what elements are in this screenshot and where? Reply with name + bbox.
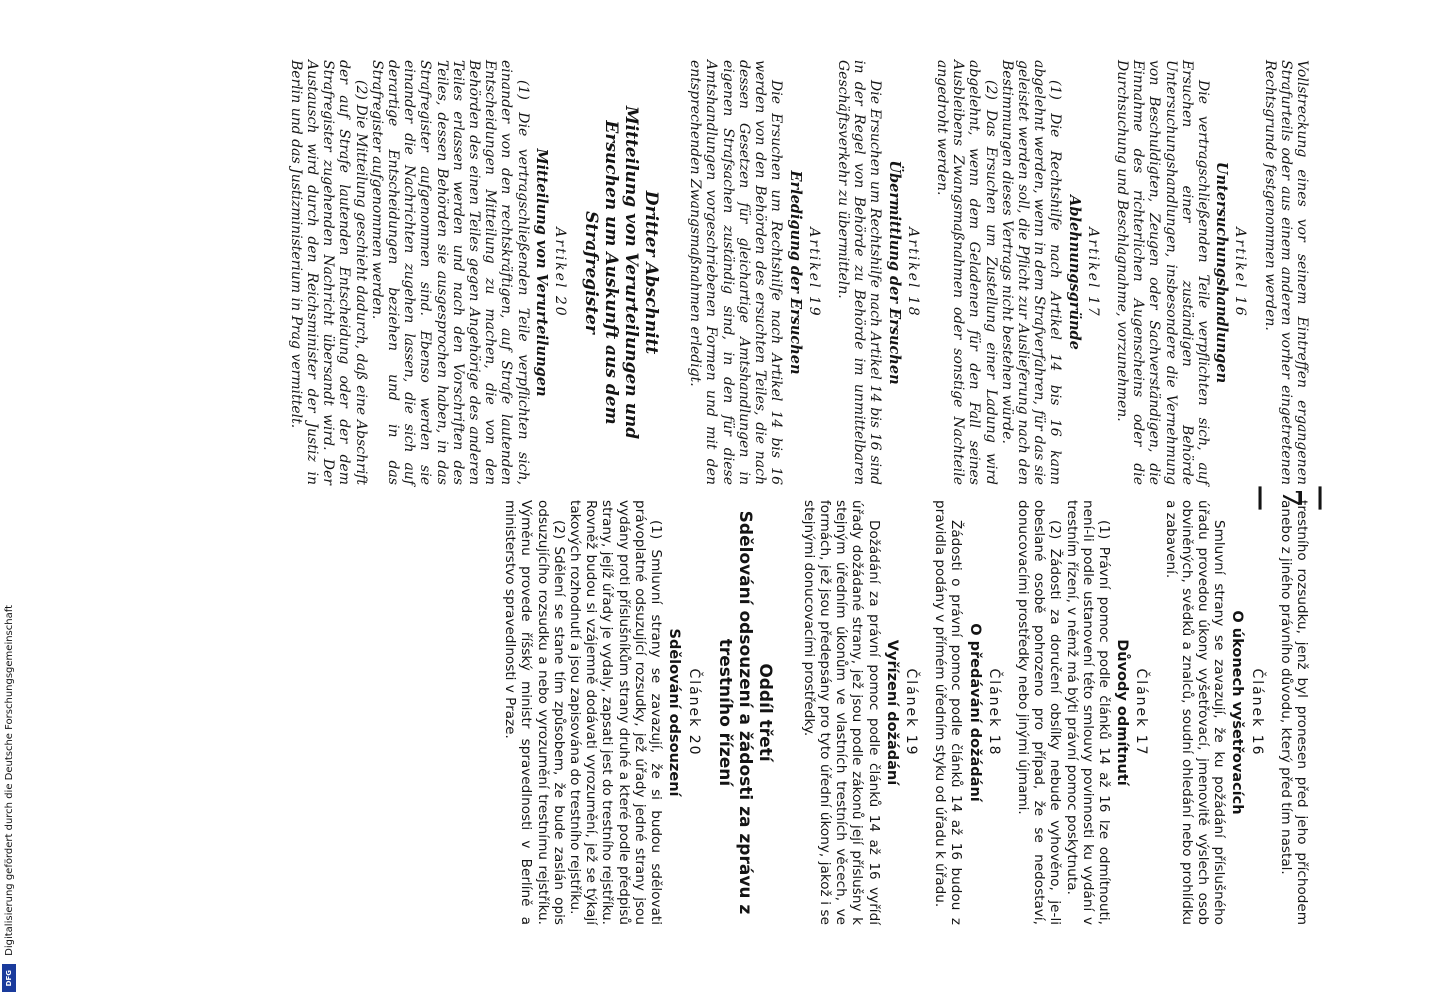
german-part-title: Dritter Abschnitt: [641, 190, 662, 355]
german-article-20-label: Artikel 20: [552, 227, 569, 318]
digitization-footer: [0, 376, 24, 996]
czech-article-18-label: Článek 18: [985, 668, 1002, 757]
czech-article-16-text: Smluvní strany se zavazují, že ku požádání příslušného úřadu provedou úkony vyšetřovací, jmenovitě výslech osob obviněných, svědků a znalců, soudní ohledání nebo prohlídku a zabavení.: [1162, 500, 1228, 925]
czech-article-16-title: O úkonech vyšetřovacích: [1229, 610, 1246, 815]
german-article-19-title: Erledigung der Ersuchen: [786, 170, 804, 375]
german-article-17-label: Artikel 17: [1084, 227, 1101, 318]
czech-article-17-label: Článek 17: [1133, 668, 1150, 757]
czech-article-20-label: Článek 20: [685, 668, 702, 757]
czech-part-title: Oddíl třetí: [754, 663, 775, 762]
czech-article-20-para-2: (2) Sdělení se stane tím způsobem, že bude zaslán opis odsuzujícího rozsudku a nebo vyrozumění trestnímu rejstříku. Výměnu provede říšský ministr spravedlnosti v Berlíně a ministerstvo spravedlnosti v Praze.: [502, 500, 567, 925]
page-number: — 7 —: [1246, 485, 1336, 515]
german-article-18-text: Die Ersuchen um Rechtshilfe nach Artikel 14 bis 16 sind in der Regel von Behörde zu Behörde im unmittelbaren Geschäftsverkehr zu übermitteln.: [834, 60, 884, 485]
german-column: [288, 60, 1310, 485]
german-article-18-title: Übermittlung der Ersuchen: [885, 160, 903, 385]
german-article-16-label: Artikel 16: [1232, 227, 1249, 318]
german-part-subtitle: Mitteilung von Verurteilungen und Ersuchen um Auskunft aus dem Strafregister: [581, 105, 642, 440]
czech-article-18-title: O předávání dožádání: [966, 623, 983, 802]
czech-article-17-para-1: (1) Právní pomoc podle článků 14 až 16 lze odmítnouti, není-li podle ustanovení této smlouvy povinnosti ku vydání v trestním řízení, v němž má býti právní pomoc poskytnuta.: [1063, 500, 1112, 925]
german-article-19-label: Artikel 19: [805, 227, 822, 318]
czech-article-19-title: Vyřízení dožádání: [883, 639, 900, 786]
german-article-20-title: Mitteilung von Verurteilungen: [532, 148, 550, 397]
czech-part-subtitle: Sdělování odsouzení a žádosti za zprávu z trestního řízení: [714, 510, 755, 915]
german-article-16-title: Untersuchungshandlungen: [1213, 161, 1231, 384]
german-article-19-text: Die Ersuchen um Rechtshilfe nach Artikel 14 bis 16 werden von den Behörden des ersuchten Teiles, die nach dessen Gesetzen für gleichartige Amtshandlungen in eigenen Strafsachen zuständig sind, in den für diese Amtshandlungen vorgeschriebenen Formen und mit den entsprechenden Zwangsmaßnahmen erledigt.: [687, 60, 785, 485]
czech-article-19-text: Dožádání za právní pomoc podle článků 14 až 16 vyřídí úřady dožádané strany, jež jsou podle zákonů její příslušny k stejným úředním úkonům ve vlastních trestních věcech, ve formách, jež jsou předepsány pro tyto úřední úkony, jakož i se stejnými donucovacími prostředky.: [800, 500, 882, 925]
digitization-credit: Digitalisierung gefördert durch die Deutsche Forschungsgemeinschaft: [4, 605, 15, 956]
czech-article-20-para-1: (1) Smluvní strany se zavazují, že si budou sdělovati právoplatné odsuzující rozsudky, jež úřady jedné strany jsou vydány proti příslušníkům strany druhé a které podle předpisů strany, jejíž úřady je vydaly, zapsati jest do trestního rejstříku. Rovněž budou si vzájemně dodávati vyrozumění, jež se týkají takových rozhodnutí a jsou zapisována do trestního rejstříku.: [567, 500, 665, 925]
czech-article-17-title: Důvody odmítnutí: [1114, 639, 1131, 786]
german-article-17-para-1: (1) Die Rechtshilfe nach Artikel 14 bis 16 kann abgelehnt werden, wenn in dem Strafverfahren, für das sie geleistet werden soll, die Pflicht zur Auslieferung nach den Bestimmungen dieses Vertrags nicht bestehen würde.: [998, 60, 1064, 485]
german-article-17-title: Ablehnungsgründe: [1065, 195, 1083, 350]
german-intro: Vollstreckung eines vor seinem Eintreffen ergangenen Strafurteils oder aus einem anderen vorher eingetretenen Rechtsgrunde festgenommen werden.: [1261, 60, 1310, 485]
german-article-20-para-2: (2) Die Mitteilung geschieht dadurch, daß eine Abschrift der auf Strafe lautenden Entscheidung oder der dem Strafregister zugehenden Nachricht übersandt wird. Der Austausch wird durch den Reichsminister der Justiz in Berlin und das Justizministerium in Prag vermittelt.: [287, 60, 369, 485]
czech-article-18-text: Žádosti o právní pomoc podle článků 14 až 16 budou z pravidla podány v přímém úředním styku od úřadu k úřadu.: [932, 500, 965, 925]
german-article-17-para-2: (2) Das Ersuchen um Zustellung einer Ladung wird abgelehnt, wenn dem Geladenen für den Fall seines Ausbleibens Zwangsmaßnahmen oder sonstige Nachteile angedroht werden.: [933, 60, 999, 485]
dfg-logo-text: DFG: [5, 969, 13, 987]
czech-intro: trestního rozsudku, jenž byl pronesen před jeho příchodem anebo z jiného právního důvodu, který před tím nastal.: [1277, 500, 1310, 925]
czech-column: [502, 500, 1310, 925]
czech-article-20-title: Sdělování odsouzení: [666, 628, 683, 797]
czech-article-16-label: Článek 16: [1248, 668, 1265, 757]
german-article-16-text: Die vertragschließenden Teile verpflichten sich, auf Ersuchen einer zuständigen Behörde Untersuchungshandlungen, insbesondere die Vernehmung von Beschuldigten, Zeugen oder Sachverständigen, die Einnahme des richterlichen Augenscheins oder die Durchsuchung und Beschlagnahme, vorzunehmen.: [1113, 60, 1211, 485]
czech-article-17-para-2: (2) Žádosti za doručení obsílky nebude vyhověno, je-li obeslané osobě pohrozeno pro případ, že se nedostaví, donucovacími prostředky nebo jinými újmami.: [1014, 500, 1064, 925]
czech-article-19-label: Článek 19: [902, 668, 919, 757]
dfg-logo: [2, 964, 16, 992]
german-article-18-label: Artikel 18: [904, 227, 921, 318]
german-article-20-para-1: (1) Die vertragschließenden Teile verpflichten sich, einander von den rechtskräftigen, auf Strafe lautenden Entscheidungen Mitteilung zu machen, die von den Behörden des einen Teiles gegen Angehörige des anderen Teiles erlassen werden und nach den Vorschriften des Teiles, dessen Behörden sie ausgesprochen haben, in das Strafregister aufgenommen sind. Ebenso werden sie einander die Nachrichten zugehen lassen, die sich auf derartige Entscheidungen beziehen und in das Strafregister aufgenommen werden.: [368, 60, 531, 485]
